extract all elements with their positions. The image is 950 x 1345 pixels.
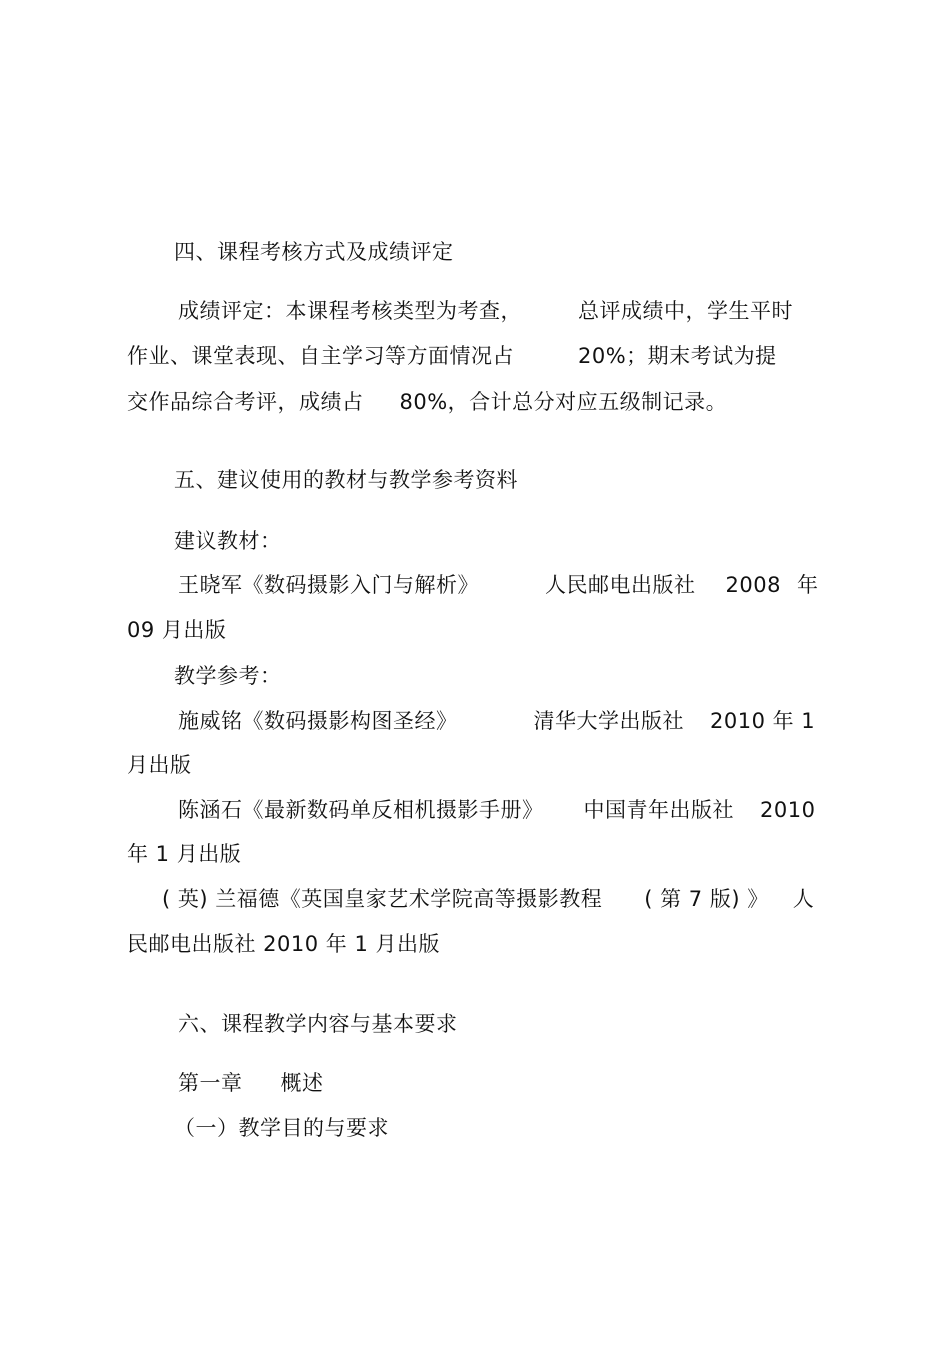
ref1-date: 2010 年 1 xyxy=(710,709,816,733)
chapter-title: 概述 xyxy=(280,1071,324,1095)
grading-text-1b: 总评成绩中，学生平时 xyxy=(578,299,793,323)
textbook-line xyxy=(178,571,818,599)
section4-heading: 四、课程考核方式及成绩评定 xyxy=(174,240,454,264)
grading-text-3a: 交作品综合考评，成绩占 xyxy=(127,390,364,414)
paragraph-line xyxy=(127,388,727,416)
reference-3-cont: 民邮电出版社 2010 年 1 月出版 xyxy=(127,932,441,956)
reference-2-cont: 年 1 月出版 xyxy=(127,842,242,866)
ref3-part-c: 人 xyxy=(792,887,815,911)
textbook-publisher: 人民邮电出版社 xyxy=(545,573,696,597)
chapter-number: 第一章 xyxy=(178,1071,243,1095)
textbook-label: 建议教材： xyxy=(174,529,282,553)
ref3-part-a: ( 英) 兰福德《英国皇家艺术学院高等摄影教程 xyxy=(162,887,603,911)
section5-heading: 五、建议使用的教材与教学参考资料 xyxy=(174,468,518,492)
reference-3-line xyxy=(162,885,814,913)
reference-label: 教学参考： xyxy=(174,664,282,688)
chapter-line xyxy=(178,1069,324,1097)
textbook-line-cont: 09 月出版 xyxy=(127,618,227,642)
section6-heading: 六、课程教学内容与基本要求 xyxy=(178,1012,458,1036)
reference-1-line xyxy=(178,707,815,735)
textbook-nian: 年 xyxy=(796,573,819,597)
paragraph-line xyxy=(127,342,777,370)
grading-text-1a: 成绩评定：本课程考核类型为考查， xyxy=(178,299,522,323)
grading-text-2a: 作业、课堂表现、自主学习等方面情况占 xyxy=(127,344,514,368)
ref2-title: 陈涵石《最新数码单反相机摄影手册》 xyxy=(178,798,544,822)
grading-text-3b: 80%，合计总分对应五级制记录。 xyxy=(399,390,728,414)
grading-text-2b: 20%；期末考试为提 xyxy=(578,344,777,368)
paragraph-line xyxy=(178,297,793,325)
textbook-title: 王晓军《数码摄影入门与解析》 xyxy=(178,573,479,597)
ref1-publisher: 清华大学出版社 xyxy=(533,709,684,733)
textbook-year: 2008 xyxy=(725,573,781,597)
ref2-publisher: 中国青年出版社 xyxy=(583,798,734,822)
reference-2-line xyxy=(178,796,815,824)
ref1-title: 施威铭《数码摄影构图圣经》 xyxy=(178,709,458,733)
ref3-part-b: ( 第 7 版) 》 xyxy=(644,887,769,911)
ref2-year: 2010 xyxy=(760,798,816,822)
reference-1-cont: 月出版 xyxy=(127,753,192,777)
subsection-heading: （一）教学目的与要求 xyxy=(174,1116,389,1140)
